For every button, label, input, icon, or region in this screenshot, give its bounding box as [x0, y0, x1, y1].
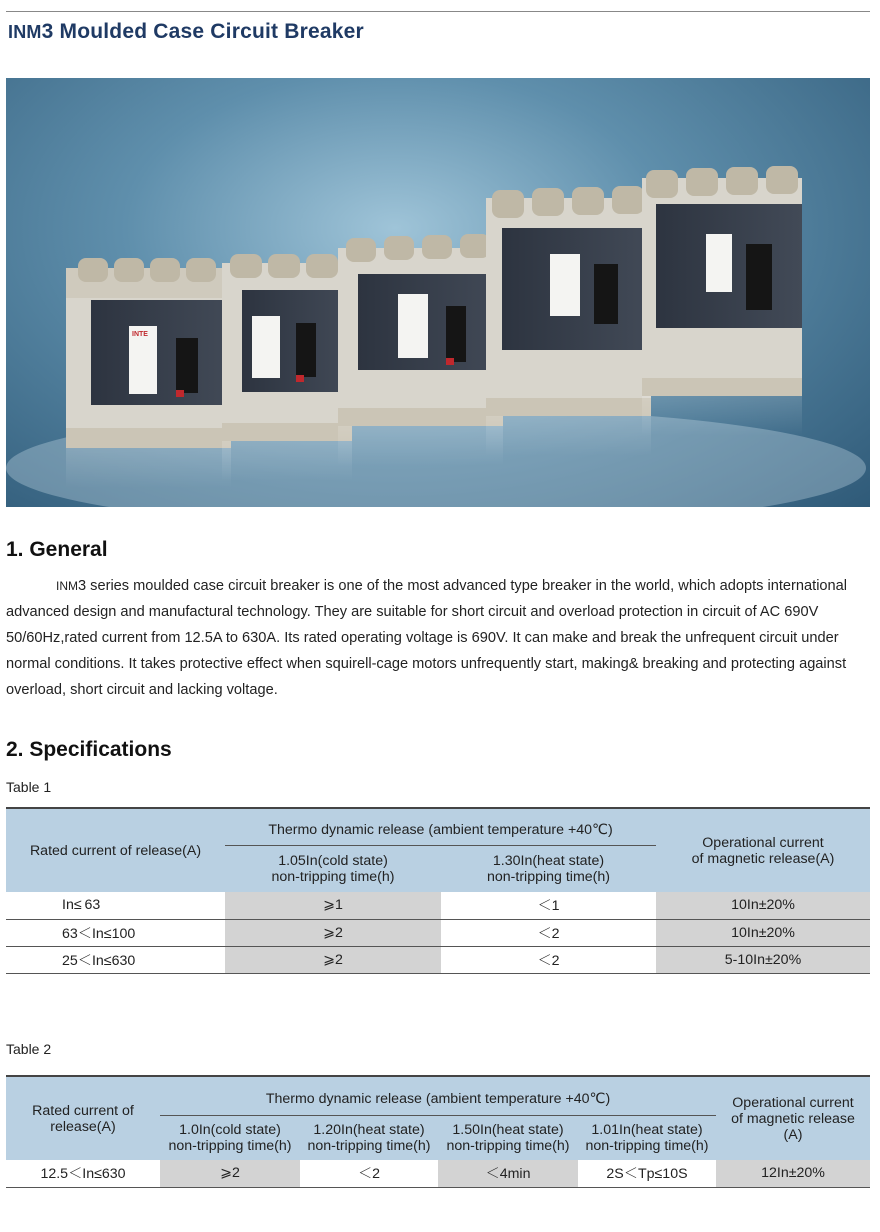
table1-col-cold: 1.05In(cold state) non-tripping time(h) [225, 846, 441, 892]
page-title [8, 20, 364, 44]
table-cell: 25＜In≤630 [6, 946, 225, 973]
table-row [6, 892, 870, 919]
top-divider [6, 11, 870, 12]
table-cell: ＜1 [441, 892, 656, 919]
specs-table-2 [6, 1075, 870, 1188]
table-cell: 12In±20% [716, 1160, 870, 1187]
title-text: 3 Moulded Case Circuit Breaker [41, 20, 364, 43]
title-prefix: INM [8, 22, 42, 42]
table2-col-rated: Rated current of release(A) [6, 1076, 160, 1160]
table-cell: ⩾2 [225, 919, 441, 946]
breaker-4-image [486, 186, 651, 456]
table-cell: 10In±20% [656, 919, 870, 946]
breaker-1-image [66, 258, 231, 488]
table1-col-heat: 1.30In(heat state) non-tripping time(h) [441, 846, 656, 892]
specifications-heading: 2. Specifications [6, 738, 172, 761]
table2-col-sub-4: 1.01In(heat state) non-tripping time(h) [578, 1116, 716, 1160]
table-cell: ＜2 [300, 1160, 438, 1187]
brand-label: INTE [132, 331, 148, 338]
table-cell: 63＜In≤100 [6, 919, 225, 946]
table2-col-thermo: Thermo dynamic release (ambient temperature +40℃) [160, 1076, 716, 1116]
table-row [6, 919, 870, 946]
table2-caption: Table 2 [6, 1041, 52, 1057]
table2-col-sub-1: 1.0In(cold state) non-tripping time(h) [160, 1116, 300, 1160]
breaker-3-image [338, 234, 503, 466]
breaker-2-image [222, 254, 352, 481]
table-cell: ＜2 [441, 946, 656, 973]
table2-col-sub-2: 1.20In(heat state) non-tripping time(h) [300, 1116, 438, 1160]
table1-caption: Table 1 [6, 779, 52, 795]
table-cell: 2S＜Tp≤10S [578, 1160, 716, 1187]
product-photo [6, 78, 870, 507]
table-cell: In≤ 63 [6, 892, 225, 919]
table-cell: ⩾2 [160, 1160, 300, 1187]
table-row [6, 946, 870, 973]
specs-table-1 [6, 807, 870, 974]
table1-col-operational: Operational current of magnetic release(A) [656, 808, 870, 892]
table1-col-thermo: Thermo dynamic release (ambient temperature +40℃) [225, 808, 656, 846]
general-brand: INM [56, 579, 78, 593]
table2-col-operational: Operational current of magnetic release (A) [716, 1076, 870, 1160]
table-cell: ＜2 [441, 919, 656, 946]
general-heading: 1. General [6, 538, 108, 561]
breaker-5-image [642, 166, 802, 436]
table-cell: 12.5＜In≤630 [6, 1160, 160, 1187]
table-row [6, 1160, 870, 1187]
table-cell: 5-10In±20% [656, 946, 870, 973]
table-cell: ⩾2 [225, 946, 441, 973]
table-cell: ⩾1 [225, 892, 441, 919]
general-text: 3 series moulded case circuit breaker is one of the most advanced type breaker in the world, which adopts international advanced design and manufactural technology. They are suitable for short circuit and overload protection in circuit of AC 690V 50/60Hz,rated current from 12.5A to 630A. Its rated operating voltage is 690V. It can make and break the unfrequent circuit under normal conditions. It takes protective effect when squirell-cage motors unfrequently start, making& breaking and protecting against overload, short circuit and lacking voltage. [6, 578, 848, 698]
general-paragraph [6, 573, 878, 703]
table-cell: 10In±20% [656, 892, 870, 919]
table-cell: ＜4min [438, 1160, 578, 1187]
table1-col-rated: Rated current of release(A) [6, 808, 225, 892]
table2-col-sub-3: 1.50In(heat state) non-tripping time(h) [438, 1116, 578, 1160]
